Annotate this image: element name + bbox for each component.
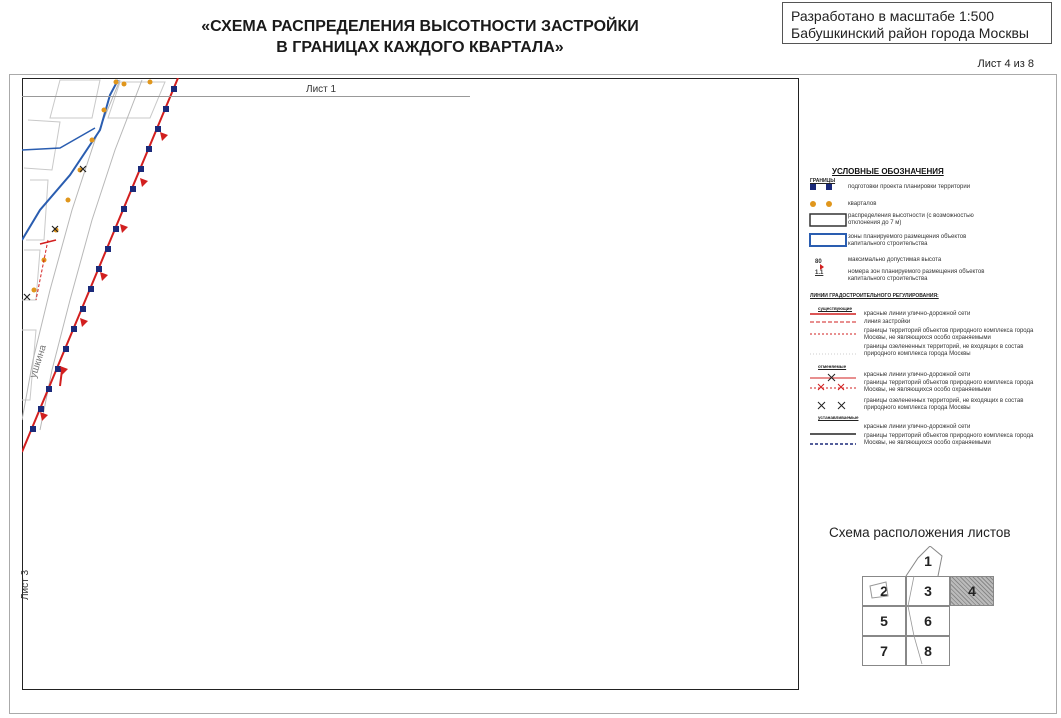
legend-existing-header: существующие	[818, 306, 853, 311]
legend-item-project: подготовки проекта планировки территории	[848, 184, 971, 190]
cancelled-line-marks	[24, 166, 86, 300]
legend-existing-red-lines: красные линии улично-дорожной сети	[864, 311, 971, 317]
red-line	[22, 78, 178, 452]
sheet-3-label: Лист 3	[20, 569, 31, 600]
sheet-cell-8[interactable]: 8	[906, 636, 950, 666]
scale-text: Разработано в масштабе 1:500	[791, 8, 995, 24]
legend-existing-green: границы озелененных территорий, не входящих в состав природного комплекса города Москвы	[864, 344, 1024, 357]
legend-boundaries-header: ГРАНИЦЫ	[810, 178, 836, 184]
title-line-1: «СХЕМА РАСПРЕДЕЛЕНИЯ ВЫСОТНОСТИ ЗАСТРОЙКИ	[201, 18, 639, 35]
sheet-number: Лист 4 из 8	[977, 58, 1034, 70]
legend-cancelled-red-lines: красные линии улично-дорожной сети	[864, 372, 971, 378]
legend-item-max-height: максимально допустимая высота	[848, 257, 942, 263]
legend-cancelled-nature: границы территорий объектов природного комплекса города Москвы, не являющихся особо охраняемыми	[864, 380, 1034, 393]
sheet-cell-3[interactable]: 3	[906, 576, 950, 606]
street-label: ушкина	[28, 343, 49, 380]
legend-cancelled-header: отменяемые	[818, 364, 847, 369]
legend-established-red-lines: красные линии улично-дорожной сети	[864, 424, 971, 430]
legend-existing-building-line: линия застройки	[864, 319, 911, 325]
legend-height-symbol: 80	[815, 259, 822, 265]
sheet-1-divider	[22, 96, 470, 97]
legend-zone-symbol: 1.1	[815, 270, 824, 276]
sheet-cell-1[interactable]: 1	[924, 553, 932, 569]
sheet-cell-4[interactable]: 4	[950, 576, 994, 606]
sheet-cell-7[interactable]: 7	[862, 636, 906, 666]
legend-established-header: устанавливаемые	[818, 415, 859, 420]
legend-title: УСЛОВНЫЕ ОБОЗНАЧЕНИЯ	[832, 167, 944, 176]
legend-existing-nature: границы территорий объектов природного комплекса города Москвы, не являющихся особо охраняемыми	[864, 328, 1034, 341]
legend-established-nature: границы территорий объектов природного комплекса города Москвы, не являющихся особо охраняемыми	[864, 433, 1034, 446]
sheet-cell-2[interactable]: 2	[862, 576, 906, 606]
legend-item-quarters: кварталов	[848, 201, 877, 207]
legend-item-height-distribution: распределения высотности (с возможностью отклонения до 7 м)	[848, 213, 974, 226]
sheet-layout-title: Схема расположения листов	[829, 525, 1011, 540]
sheet-cell-5[interactable]: 5	[862, 606, 906, 636]
district-text: Бабушкинский район города Москвы	[791, 25, 1029, 41]
legend-cancelled-green: границы озелененных территорий, не входящих в состав природного комплекса города Москвы	[864, 398, 1024, 411]
red-line-markers	[40, 132, 168, 421]
title-line-2: В ГРАНИЦАХ КАЖДОГО КВАРТАЛА»	[276, 39, 564, 56]
sheet-1-label: Лист 1	[306, 84, 337, 95]
sheet-cell-6[interactable]: 6	[906, 606, 950, 636]
sheet-layout-outline	[862, 546, 994, 668]
legend-regulation-header: ЛИНИИ ГРАДОСТРОИТЕЛЬНОГО РЕГУЛИРОВАНИЯ:	[810, 293, 939, 299]
legend-item-zone-numbers: номера зон планируемого размещения объектов капитального строительства	[848, 269, 985, 282]
legend-item-zones: зоны планируемого размещения объектов капитального строительства	[848, 234, 967, 247]
